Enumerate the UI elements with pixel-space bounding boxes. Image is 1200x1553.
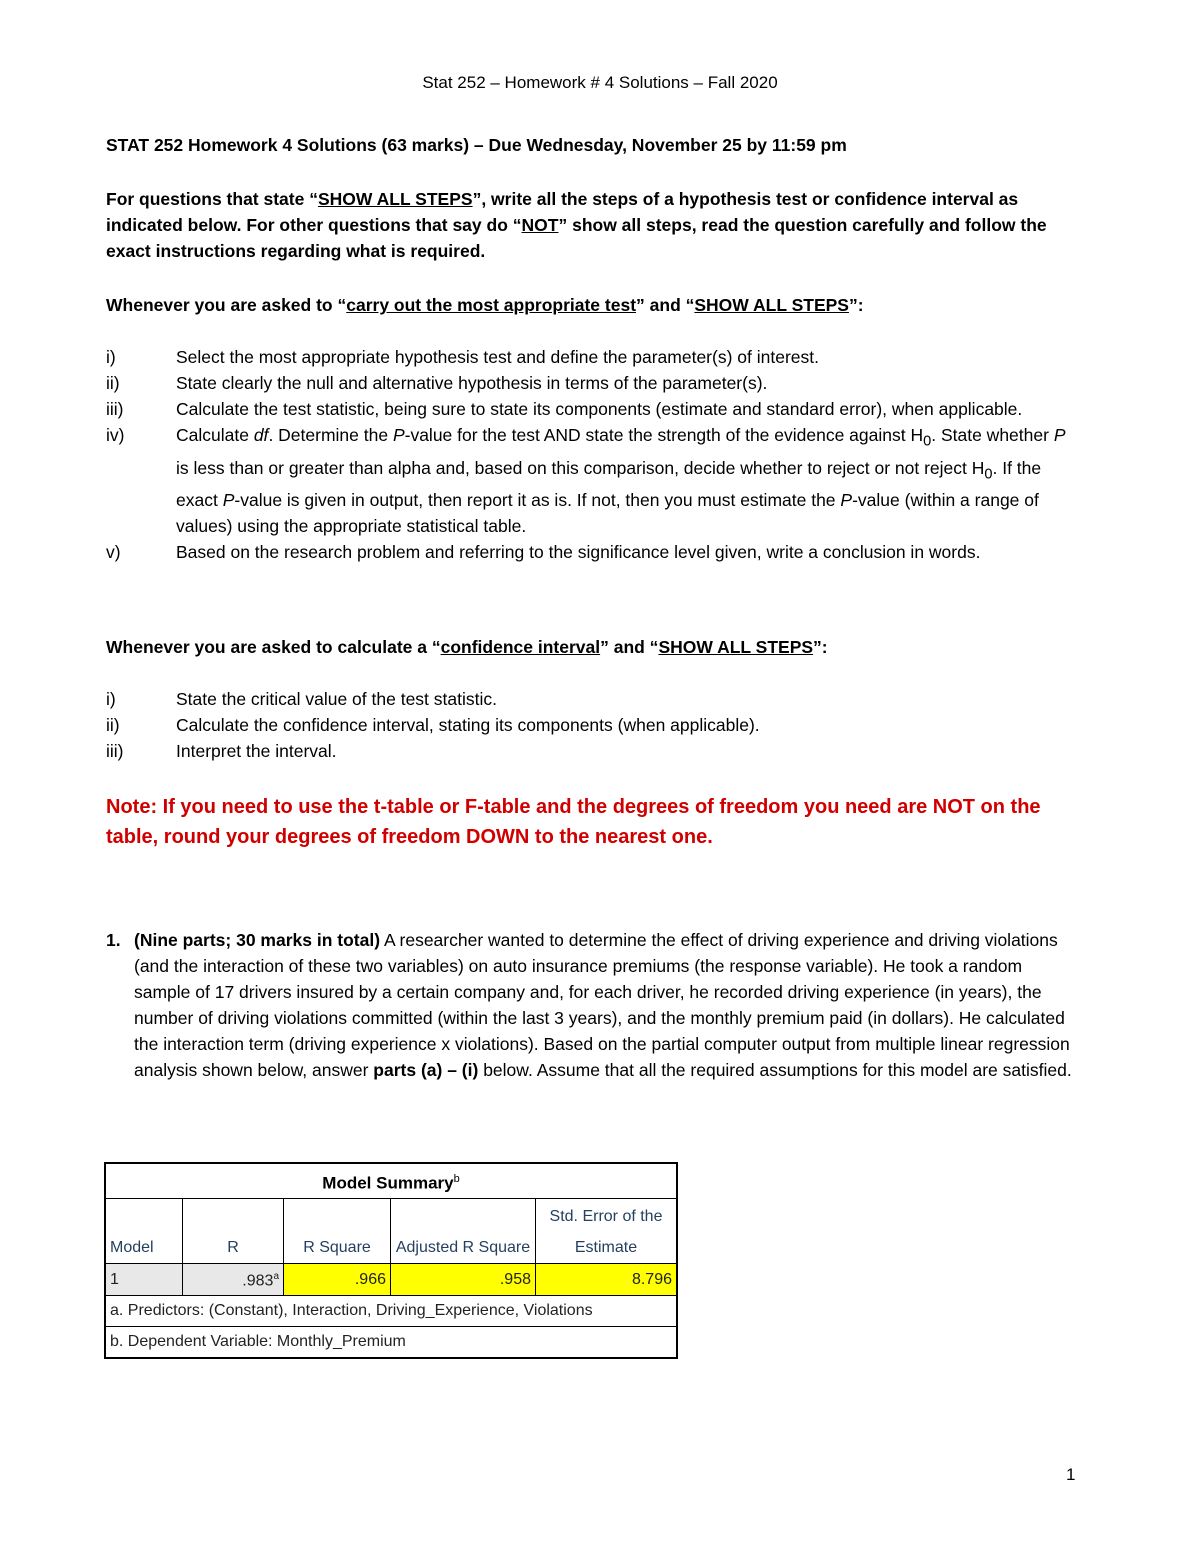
column-header: Adjusted R Square	[391, 1199, 536, 1264]
step-number: i)	[106, 347, 116, 367]
list-item	[106, 344, 1076, 370]
page-header: Stat 252 – Homework # 4 Solutions – Fall 2020	[422, 73, 778, 92]
list-item	[106, 539, 1076, 565]
intro-text-2: ”, write all the steps of a hypothesis test or confidence interval as indicated below. For other questions that say do “	[106, 189, 1019, 235]
test-heading-text-1: Whenever you are asked to “	[106, 295, 347, 315]
page-number: 1	[1066, 1465, 1076, 1484]
ci-steps-list	[106, 686, 1076, 764]
step-number: iv)	[106, 425, 125, 445]
question-1	[106, 927, 1076, 1083]
list-item	[106, 738, 1076, 764]
test-heading-underlined: carry out the most appropriate test	[346, 295, 637, 315]
r-square-cell: .966	[284, 1264, 391, 1296]
test-heading-text-3: ”:	[848, 295, 864, 315]
list-item	[106, 396, 1076, 422]
document-title: STAT 252 Homework 4 Solutions (63 marks) – Due Wednesday, November 25 by 11:59 pm	[106, 135, 847, 155]
step-text: Calculate the test statistic, being sure to state its components (estimate and standard error), when applicable.	[176, 399, 1023, 419]
test-heading-text-2: ” and “	[636, 295, 695, 315]
table-title-row	[105, 1163, 677, 1199]
std-error-cell: 8.796	[536, 1264, 678, 1296]
step-number: ii)	[106, 373, 120, 393]
ci-heading	[106, 634, 1076, 660]
intro-text-3: ” show all steps, read the question carefully and follow the exact instructions regarding what is required.	[106, 215, 1047, 261]
test-steps-list	[106, 344, 1076, 565]
model-summary-table	[104, 1162, 678, 1359]
step-number: iii)	[106, 741, 124, 761]
footnote-dependent-variable: b. Dependent Variable: Monthly_Premium	[105, 1327, 677, 1359]
step-text: Based on the research problem and referring to the significance level given, write a conclusion in words.	[176, 542, 981, 562]
intro-text-1: For questions that state “	[106, 189, 318, 209]
intro-paragraph	[106, 186, 1076, 264]
column-header: Model	[105, 1199, 183, 1264]
step-text: Interpret the interval.	[176, 741, 337, 761]
ci-heading-show-all-steps: SHOW ALL STEPS	[658, 637, 814, 657]
step-text: State clearly the null and alternative hypothesis in terms of the parameter(s).	[176, 373, 768, 393]
list-item	[106, 370, 1076, 396]
step-number: ii)	[106, 715, 120, 735]
table-title: Model Summary$^b$	[105, 1163, 677, 1199]
ci-heading-underlined: confidence interval	[440, 637, 601, 657]
test-heading-show-all-steps: SHOW ALL STEPS	[694, 295, 849, 315]
adjusted-r-square-cell: .958	[391, 1264, 536, 1296]
step-number: iii)	[106, 399, 124, 419]
step-text: Select the most appropriate hypothesis test and define the parameter(s) of interest.	[176, 347, 819, 367]
question-number: 1.	[106, 930, 121, 950]
intro-show-all-steps: SHOW ALL STEPS	[317, 189, 473, 209]
column-header: R Square	[284, 1199, 391, 1264]
degrees-of-freedom-note: Note: If you need to use the t-table or F-table and the degrees of freedom you need are NOT on the table, round your degrees of freedom DOWN to the nearest one.	[106, 796, 1041, 848]
ci-heading-text-3: ”:	[813, 637, 828, 657]
step-text: Calculate the confidence interval, stating its components (when applicable).	[176, 715, 760, 735]
list-item	[106, 712, 1076, 738]
ci-heading-text-2: ” and “	[600, 637, 659, 657]
column-header: Std. Error of the Estimate	[536, 1199, 678, 1264]
list-item	[106, 686, 1076, 712]
list-item	[106, 422, 1076, 539]
model-cell: 1	[105, 1264, 183, 1296]
step-number: v)	[106, 542, 121, 562]
column-header: R	[183, 1199, 284, 1264]
ci-heading-text-1: Whenever you are asked to calculate a “	[106, 637, 441, 657]
step-number: i)	[106, 689, 116, 709]
footnote-predictors: a. Predictors: (Constant), Interaction, Driving_Experience, Violations	[105, 1296, 677, 1327]
step-text: Calculate df. Determine the P-value for the test AND state the strength of the evidence against $H_0$. State whether P is less than or greater than alpha and, based on this comparison, decide whether to reject or not reject $H_0$. If the exact P-value is given in output, then report it as is. If not, then you must estimate the P-value (within a range of values) using the appropriate statistical table.	[176, 425, 1066, 536]
table-footnote-row	[105, 1327, 677, 1359]
table-footnote-row	[105, 1296, 677, 1327]
r-cell: .983$^a$	[183, 1264, 284, 1296]
test-heading	[106, 292, 1076, 318]
table-header-row	[105, 1199, 677, 1264]
question-text: (Nine parts; 30 marks in total) A researcher wanted to determine the effect of driving experience and driving violations (and the interaction of these two variables) on auto insurance premiums (the response variable). He took a random sample of 17 drivers insured by a certain company and, for each driver, he recorded driving experience (in years), the number of driving violations committed (within the last 3 years), and the monthly premium paid (in dollars). He calculated the interaction term (driving experience x violations). Based on the partial computer output from multiple linear regression analysis shown below, answer parts (a) – (i) below. Assume that all the required assumptions for this model are satisfied.	[134, 930, 1072, 1080]
step-text: State the critical value of the test statistic.	[176, 689, 497, 709]
table-row	[105, 1264, 677, 1296]
intro-not: NOT	[521, 215, 559, 235]
